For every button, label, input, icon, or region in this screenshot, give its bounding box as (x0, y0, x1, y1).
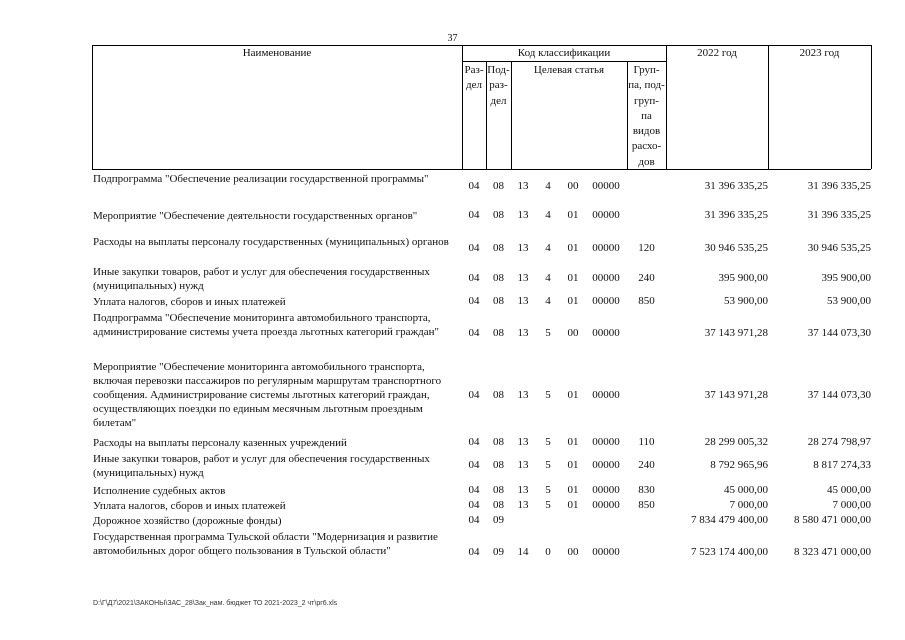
row-value-2022: 37 143 971,28 (704, 389, 768, 401)
row-vr: 850 (638, 295, 655, 307)
row-vr: 240 (638, 272, 655, 284)
table-row (0, 514, 905, 529)
row-cs-subprogram: 5 (545, 459, 551, 471)
table-row (0, 499, 905, 514)
row-cs-subprogram: 4 (545, 180, 551, 192)
row-name: Дорожное хозяйство (дорожные фонды) (93, 515, 282, 527)
row-cs-direction: 00000 (592, 499, 620, 511)
row-value-2022: 37 143 971,28 (704, 327, 768, 339)
row-cs-program: 13 (517, 389, 529, 401)
row-name: Иные закупки товаров, работ и услуг для обеспечения государственных (муниципальных) нужд (93, 453, 430, 479)
row-cs-program: 13 (517, 180, 529, 192)
header-razdel: Раз- дел (464, 64, 484, 92)
table-row (0, 311, 905, 357)
table-row (0, 172, 905, 202)
row-razdel: 04 (468, 389, 480, 401)
table-row (0, 235, 905, 265)
row-name: Мероприятие "Обеспечение мониторинга автомобильного транспорта, включая перевозки пассажиров по регулярным маршрутам транспортного сообщения. Администрирование системы льготных категорий граждан, осуществляющих поездки по единым месячным льготным проездным билетам" (93, 361, 442, 429)
row-cs-program: 13 (517, 327, 529, 339)
row-cs-event: 01 (567, 209, 579, 221)
row-razdel: 04 (468, 436, 480, 448)
row-name: Уплата налогов, сборов и иных платежей (93, 500, 286, 512)
row-cs-direction: 00000 (592, 242, 620, 254)
row-value-2023: 8 580 471 000,00 (794, 514, 871, 526)
table-row (0, 265, 905, 295)
row-razdel: 04 (468, 209, 480, 221)
row-razdel: 04 (468, 295, 480, 307)
row-podrazdel: 09 (493, 546, 504, 558)
row-cs-direction: 00000 (592, 546, 620, 558)
row-razdel: 04 (468, 242, 480, 254)
header-year-2023: 2023 год (799, 47, 840, 59)
row-cs-program: 13 (517, 242, 529, 254)
row-value-2023: 30 946 535,25 (807, 242, 871, 254)
row-value-2022: 45 000,00 (724, 484, 768, 496)
row-vr: 110 (638, 436, 655, 448)
row-value-2022: 30 946 535,25 (704, 242, 768, 254)
row-cs-event: 00 (567, 546, 579, 558)
file-path-footer: D:\Г\Д7\2021\ЗАКОНЫ\ЗАС_28\Зак_нам. бюджет ТО 2021-2023_2 чт\рг6.xls (93, 600, 338, 607)
header-bottom-border (92, 169, 871, 170)
row-podrazdel: 08 (493, 436, 504, 448)
row-value-2022: 53 900,00 (724, 295, 768, 307)
row-value-2022: 28 299 005,32 (704, 436, 768, 448)
row-cs-program: 13 (517, 459, 529, 471)
header-celevaya-statya: Целевая статья (533, 64, 605, 76)
row-cs-event: 00 (567, 180, 579, 192)
row-cs-direction: 00000 (592, 459, 620, 471)
table-row (0, 530, 905, 576)
row-vr: 850 (638, 499, 655, 511)
row-razdel: 04 (468, 484, 480, 496)
row-podrazdel: 08 (493, 272, 504, 284)
row-cs-direction: 00000 (592, 209, 620, 221)
row-vr: 240 (638, 459, 655, 471)
row-podrazdel: 08 (493, 459, 504, 471)
header-border-right (871, 45, 872, 169)
table-row (0, 360, 905, 434)
row-value-2023: 395 900,00 (821, 272, 871, 284)
row-name: Расходы на выплаты персоналу государственных (муниципальных) органов (93, 236, 449, 248)
header-border-left (92, 45, 93, 169)
row-name: Государственная программа Тульской области "Модернизация и развитие автомобильных дорог общего пользования в Тульской области" (93, 531, 438, 557)
row-razdel: 04 (468, 180, 480, 192)
row-name: Расходы на выплаты персоналу казенных учреждений (93, 437, 347, 449)
row-value-2022: 31 396 335,25 (704, 180, 768, 192)
row-cs-event: 01 (567, 389, 579, 401)
row-value-2022: 7 834 479 400,00 (691, 514, 768, 526)
row-cs-direction: 00000 (592, 436, 620, 448)
row-podrazdel: 08 (493, 180, 504, 192)
row-value-2023: 28 274 798,97 (807, 436, 871, 448)
row-name: Исполнение судебных актов (93, 485, 226, 497)
row-cs-subprogram: 5 (545, 484, 551, 496)
row-cs-event: 01 (567, 295, 579, 307)
row-podrazdel: 08 (493, 484, 504, 496)
row-podrazdel: 08 (493, 499, 504, 511)
header-gruppa-vidov-rashodov: Груп- па, под- груп- па видов расхо- дов (628, 64, 665, 168)
row-cs-direction: 00000 (592, 180, 620, 192)
header-year-2022: 2022 год (697, 47, 737, 59)
row-cs-program: 13 (517, 484, 529, 496)
row-value-2023: 7 000,00 (832, 499, 871, 511)
row-cs-program: 13 (517, 209, 529, 221)
row-name: Подпрограмма "Обеспечение мониторинга автомобильного транспорта, администрирование системы учета проезда льготных категорий граждан" (93, 312, 440, 338)
row-value-2023: 37 144 073,30 (807, 389, 871, 401)
row-cs-direction: 00000 (592, 484, 620, 496)
row-value-2023: 8 323 471 000,00 (794, 546, 871, 558)
row-podrazdel: 08 (493, 327, 504, 339)
row-cs-event: 01 (567, 484, 579, 496)
row-value-2023: 8 817 274,33 (813, 459, 871, 471)
code-subheader-border (462, 61, 666, 62)
row-cs-subprogram: 5 (545, 499, 551, 511)
table-row (0, 452, 905, 482)
row-cs-subprogram: 0 (545, 546, 551, 558)
row-podrazdel: 09 (493, 514, 504, 526)
row-cs-direction: 00000 (592, 327, 620, 339)
table-row (0, 295, 905, 311)
table-row (0, 209, 905, 225)
row-cs-event: 01 (567, 459, 579, 471)
row-cs-event: 00 (567, 327, 579, 339)
row-value-2023: 31 396 335,25 (807, 209, 871, 221)
row-cs-program: 13 (517, 436, 529, 448)
row-cs-subprogram: 4 (545, 272, 551, 284)
row-cs-program: 14 (517, 546, 529, 558)
row-cs-direction: 00000 (592, 295, 620, 307)
row-cs-subprogram: 4 (545, 209, 551, 221)
row-value-2022: 395 900,00 (718, 272, 768, 284)
row-value-2022: 8 792 965,96 (710, 459, 768, 471)
header-podrazdel: Под- раз- дел (487, 64, 510, 107)
row-cs-event: 01 (567, 242, 579, 254)
header-border-podrazdel (511, 61, 512, 169)
row-cs-subprogram: 5 (545, 327, 551, 339)
row-cs-program: 13 (517, 295, 529, 307)
row-cs-event: 01 (567, 499, 579, 511)
row-cs-subprogram: 4 (545, 242, 551, 254)
row-name: Уплата налогов, сборов и иных платежей (93, 296, 286, 308)
row-cs-subprogram: 5 (545, 389, 551, 401)
row-podrazdel: 08 (493, 242, 504, 254)
row-podrazdel: 08 (493, 389, 504, 401)
header-code-classification: Код классификации (517, 47, 611, 59)
row-razdel: 04 (468, 459, 480, 471)
row-razdel: 04 (468, 546, 480, 558)
row-value-2022: 31 396 335,25 (704, 209, 768, 221)
table-row (0, 484, 905, 499)
row-name: Подпрограмма "Обеспечение реализации государственной программы" (93, 173, 429, 185)
row-razdel: 04 (468, 327, 480, 339)
row-name: Иные закупки товаров, работ и услуг для обеспечения государственных (муниципальных) нужд (93, 266, 430, 292)
row-vr: 830 (638, 484, 655, 496)
row-value-2022: 7 000,00 (729, 499, 768, 511)
header-top-border (92, 45, 871, 46)
row-cs-subprogram: 4 (545, 295, 551, 307)
row-cs-program: 13 (517, 499, 529, 511)
row-cs-program: 13 (517, 272, 529, 284)
page-number: 37 (447, 33, 458, 44)
row-podrazdel: 08 (493, 209, 504, 221)
header-border-code (666, 45, 667, 169)
row-value-2022: 7 523 174 400,00 (691, 546, 768, 558)
row-value-2023: 45 000,00 (827, 484, 871, 496)
row-razdel: 04 (468, 499, 480, 511)
row-vr: 120 (638, 242, 655, 254)
row-cs-subprogram: 5 (545, 436, 551, 448)
row-cs-event: 01 (567, 272, 579, 284)
row-name: Мероприятие "Обеспечение деятельности государственных органов" (93, 210, 418, 222)
row-cs-direction: 00000 (592, 272, 620, 284)
row-value-2023: 53 900,00 (827, 295, 871, 307)
row-razdel: 04 (468, 272, 480, 284)
row-cs-event: 01 (567, 436, 579, 448)
header-name: Наименование (242, 47, 312, 59)
row-razdel: 04 (468, 514, 480, 526)
header-border-2022 (768, 45, 769, 169)
row-cs-direction: 00000 (592, 389, 620, 401)
table-row (0, 436, 905, 452)
row-value-2023: 37 144 073,30 (807, 327, 871, 339)
row-podrazdel: 08 (493, 295, 504, 307)
row-value-2023: 31 396 335,25 (807, 180, 871, 192)
